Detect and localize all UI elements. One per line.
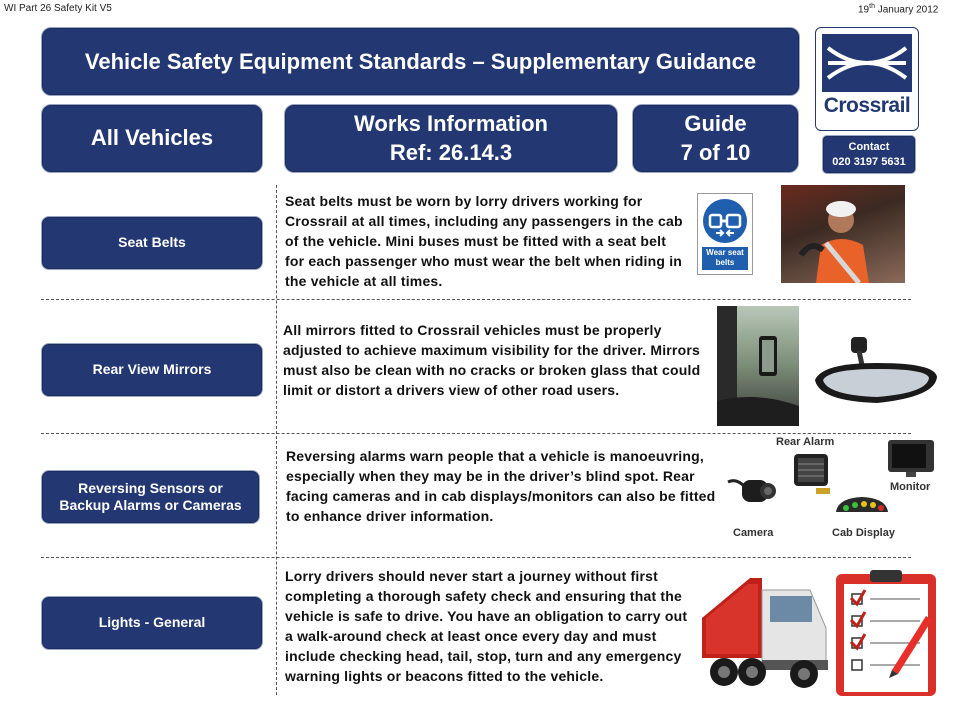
works-information-label: Works Information — [354, 110, 548, 136]
page-title: Vehicle Safety Equipment Standards – Supplementary Guidance — [41, 27, 800, 96]
wear-seat-belts-sign — [697, 193, 753, 275]
crossrail-wordmark: Crossrail — [823, 94, 911, 117]
cab-display-image — [834, 492, 890, 520]
seat-belt-icon — [703, 199, 747, 243]
dump-truck-image — [700, 568, 830, 693]
sign-caption: Wear seat belts — [702, 247, 748, 270]
document-reference: WI Part 26 Safety Kit V5 — [4, 3, 112, 14]
section-label-seat-belts: Seat Belts — [41, 216, 263, 270]
contact-phone: 020 3197 5631 — [832, 155, 906, 168]
lights-general-text: Lorry drivers should never start a journey without first completing a thorough safety check and ensuring that the vehicle is safe to drive. You have an obligation to carry out a walk-around check at least once every day and must include checking head, tail, stop, turn and any emergency warning lights or beacons fitted to the vehicle. — [285, 568, 688, 684]
guide-tile — [632, 104, 799, 173]
rear-view-mirrors-text: All mirrors fitted to Crossrail vehicles must be properly adjusted to achieve maximum visibility for the driver. Mirrors must also be clean with no cracks or broken glass that could limit or distort a drivers view of other road users. — [283, 322, 701, 398]
section-divider — [41, 433, 911, 434]
rear-alarm-label: Rear Alarm — [776, 436, 835, 448]
section-divider — [41, 299, 911, 300]
section-label-line: Reversing Sensors or — [78, 479, 223, 496]
works-information-tile — [284, 104, 618, 173]
cab-mirror-photo — [717, 306, 799, 426]
document-date: 19th January 2012 — [858, 3, 939, 16]
rear-alarm-image — [788, 450, 836, 498]
checklist-clipboard-image — [832, 568, 942, 698]
section-label-reversing-sensors — [41, 470, 260, 524]
crossrail-logo — [815, 27, 919, 131]
driver-seatbelt-photo — [781, 185, 905, 283]
guide-number: 7 of 10 — [680, 139, 751, 165]
section-label-lights-general: Lights - General — [41, 596, 263, 650]
guide-label: Guide — [684, 110, 747, 136]
reversing-sensors-text: Reversing alarms warn people that a vehicle is manoeuvring, especially when they may be in the driver’s blind spot. Rear facing cameras and in cab displays/monitors can also be fitted to enhance driver information. — [286, 448, 716, 524]
seat-belts-text: Seat belts must be worn by lorry drivers working for Crossrail at all times, including any passengers in the cab of the vehicle. Mini buses must be fitted with a seat belt for each passenger who must wear the belt when riding in the vehicle at all times. — [285, 193, 683, 289]
section-label-line: Backup Alarms or Cameras — [59, 497, 242, 513]
section-divider — [41, 557, 911, 558]
contact-box — [822, 135, 916, 174]
vertical-divider — [276, 185, 277, 695]
all-vehicles-tile: All Vehicles — [41, 104, 263, 173]
interior-mirror-image — [807, 335, 942, 410]
contact-label: Contact — [848, 141, 890, 154]
cab-display-label: Cab Display — [832, 527, 895, 539]
monitor-label: Monitor — [890, 481, 931, 493]
works-information-ref: Ref: 26.14.3 — [389, 139, 513, 165]
camera-image — [726, 470, 781, 520]
camera-label: Camera — [733, 527, 774, 539]
section-label-rear-view-mirrors: Rear View Mirrors — [41, 343, 263, 397]
monitor-image — [886, 438, 936, 478]
